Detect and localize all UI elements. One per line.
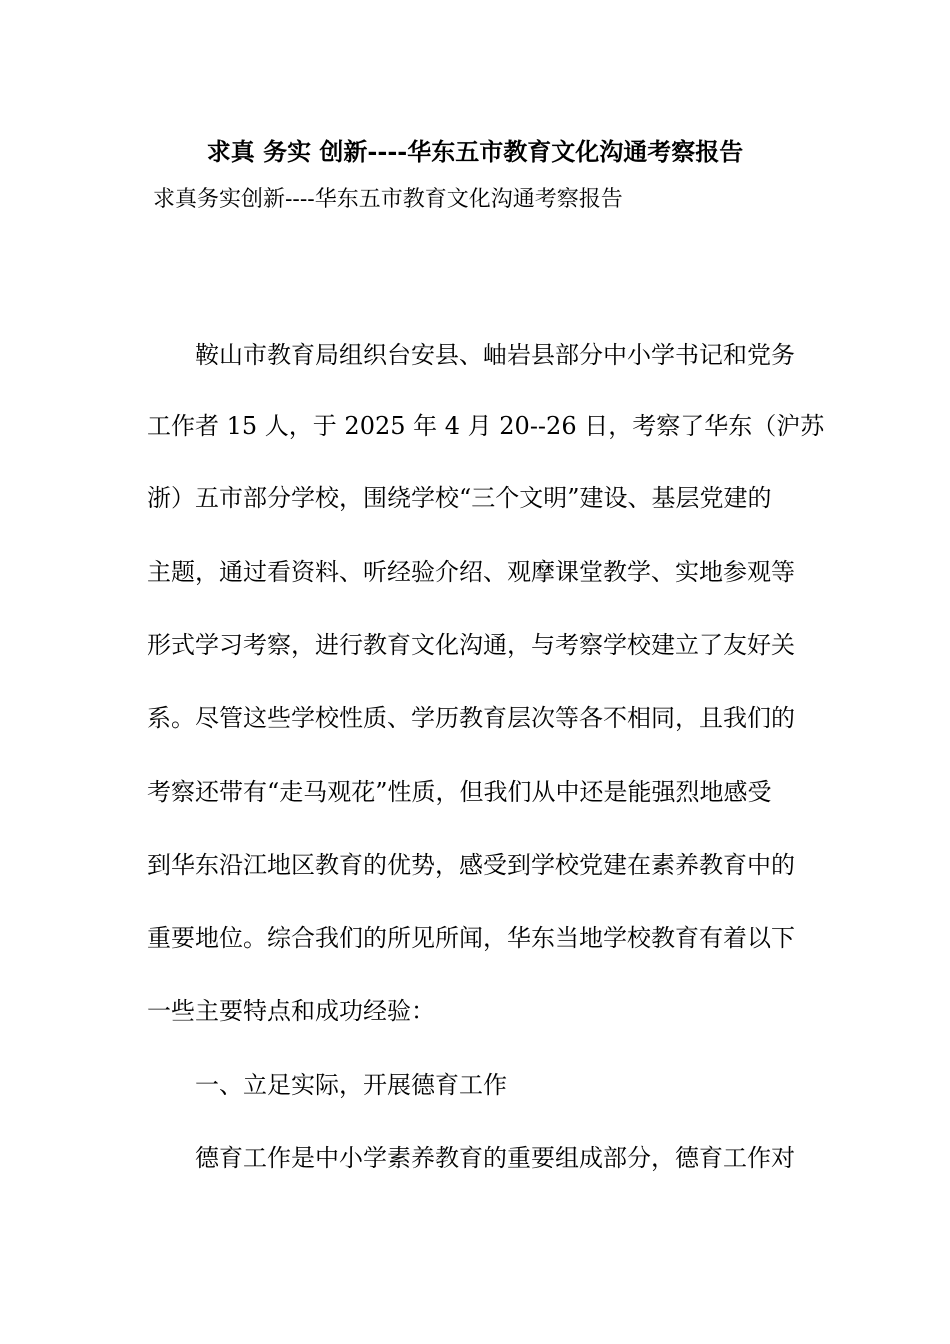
body-line-6: 系。尽管这些学校性质、学历教育层次等各不相同，且我们的 <box>147 704 795 732</box>
body-line-10: 一些主要特点和成功经验： <box>147 997 435 1025</box>
body-line-8: 到华东沿江地区教育的优势，感受到学校党建在素养教育中的 <box>147 851 795 879</box>
document-title: 求真 务实 创新----华东五市教育文化沟通考察报告 <box>206 137 744 166</box>
body-line-1: 鞍山市教育局组织台安县、岫岩县部分中小学书记和党务 <box>195 341 795 369</box>
body-line-5: 形式学习考察，进行教育文化沟通，与考察学校建立了友好关 <box>147 631 795 659</box>
section-body-line-1: 德育工作是中小学素养教育的重要组成部分，德育工作对 <box>195 1144 795 1172</box>
body-line-2: 工作者 15 人，于 2025 年 4 月 20--26 日，考察了华东（沪苏 <box>147 412 825 440</box>
section-heading: 一、立足实际，开展德育工作 <box>195 1071 507 1099</box>
body-line-7: 考察还带有“走马观花”性质，但我们从中还是能强烈地感受 <box>147 778 772 806</box>
body-line-9: 重要地位。综合我们的所见所闻，华东当地学校教育有着以下 <box>147 924 795 952</box>
body-line-4: 主题，通过看资料、听经验介绍、观摩课堂教学、实地参观等 <box>147 558 795 586</box>
document-subtitle: 求真务实创新----华东五市教育文化沟通考察报告 <box>153 187 623 212</box>
body-line-3: 浙）五市部分学校，围绕学校“三个文明”建设、基层党建的 <box>147 484 772 512</box>
